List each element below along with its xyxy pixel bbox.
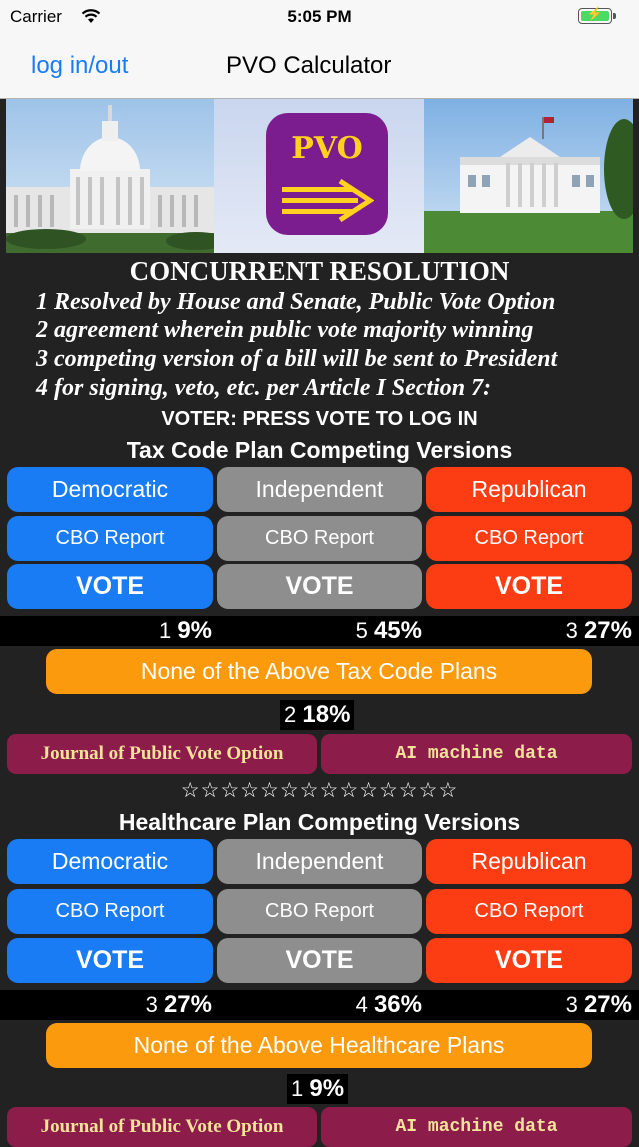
health-none-result: 1 9% — [287, 1074, 348, 1104]
health-independent-vote-button[interactable]: VOTE — [217, 938, 422, 983]
health-republican-result: 3 27% — [565, 991, 632, 1018]
health-democratic-cbo-button[interactable]: CBO Report — [7, 889, 213, 934]
tax-republican-button[interactable]: Republican — [426, 467, 632, 512]
health-democratic-button[interactable]: Democratic — [7, 839, 213, 884]
tax-independent-vote-button[interactable]: VOTE — [217, 564, 422, 609]
tax-democratic-cbo-button[interactable]: CBO Report — [7, 516, 213, 561]
pvo-logo: PVO — [266, 113, 388, 235]
health-republican-vote-button[interactable]: VOTE — [426, 938, 632, 983]
health-independent-result: 4 36% — [355, 991, 422, 1018]
tax-democratic-vote-button[interactable]: VOTE — [7, 564, 213, 609]
battery-icon: ⚡ — [578, 8, 612, 24]
health-republican-cbo-button[interactable]: CBO Report — [426, 889, 632, 934]
health-results-bar — [0, 990, 639, 1020]
tax-independent-button[interactable]: Independent — [217, 467, 422, 512]
tax-none-of-above-button[interactable]: None of the Above Tax Code Plans — [46, 649, 592, 694]
tax-democratic-result: 1 9% — [158, 617, 212, 644]
login-logout-button[interactable]: log in/out — [31, 52, 129, 79]
journal-link-button[interactable]: Journal of Public Vote Option — [7, 734, 317, 774]
carrier-label: Carrier — [10, 7, 62, 26]
tax-results-bar — [0, 616, 639, 646]
health-independent-cbo-button[interactable]: CBO Report — [217, 889, 422, 934]
tax-independent-result: 5 45% — [355, 617, 422, 644]
white-house-image — [424, 99, 633, 253]
tax-section-heading: Tax Code Plan Competing Versions — [126, 437, 513, 463]
ai-machine-data-button[interactable]: AI machine data — [321, 734, 632, 774]
tax-democratic-button[interactable]: Democratic — [7, 467, 213, 512]
tax-independent-cbo-button[interactable]: CBO Report — [217, 516, 422, 561]
tax-republican-cbo-button[interactable]: CBO Report — [426, 516, 632, 561]
healthcare-section-heading: Healthcare Plan Competing Versions — [118, 809, 521, 835]
voter-prompt: VOTER: PRESS VOTE TO LOG IN — [161, 408, 478, 430]
arrow-right-icon — [280, 179, 374, 223]
battery-tip — [613, 13, 616, 19]
clock: 5:05 PM — [287, 7, 352, 26]
header-banner — [6, 99, 633, 253]
star-divider: ☆☆☆☆☆☆☆☆☆☆☆☆☆☆ — [180, 779, 459, 802]
page-title: PVO Calculator — [226, 52, 392, 79]
resolution-title: CONCURRENT RESOLUTION — [129, 256, 510, 286]
status-bar — [0, 0, 639, 40]
health-democratic-result: 3 27% — [145, 991, 212, 1018]
health-republican-button[interactable]: Republican — [426, 839, 632, 884]
tax-none-result: 2 18% — [280, 700, 354, 730]
health-democratic-vote-button[interactable]: VOTE — [7, 938, 213, 983]
journal-link-button-2[interactable]: Journal of Public Vote Option — [7, 1107, 317, 1147]
banner-center — [214, 99, 424, 253]
health-independent-button[interactable]: Independent — [217, 839, 422, 884]
ai-machine-data-button-2[interactable]: AI machine data — [321, 1107, 632, 1147]
resolution-line-2: 2 agreement wherein public vote majority winning — [36, 317, 534, 343]
tax-republican-result: 3 27% — [565, 617, 632, 644]
resolution-line-4: 4 for signing, veto, etc. per Article I Section 7: — [36, 375, 492, 401]
resolution-line-3: 3 competing version of a bill will be sent to President — [36, 346, 558, 372]
capitol-image — [6, 99, 214, 253]
resolution-line-1: 1 Resolved by House and Senate, Public Vote Option — [36, 289, 556, 315]
tax-republican-vote-button[interactable]: VOTE — [426, 564, 632, 609]
navigation-bar — [0, 40, 639, 99]
health-none-of-above-button[interactable]: None of the Above Healthcare Plans — [46, 1023, 592, 1068]
